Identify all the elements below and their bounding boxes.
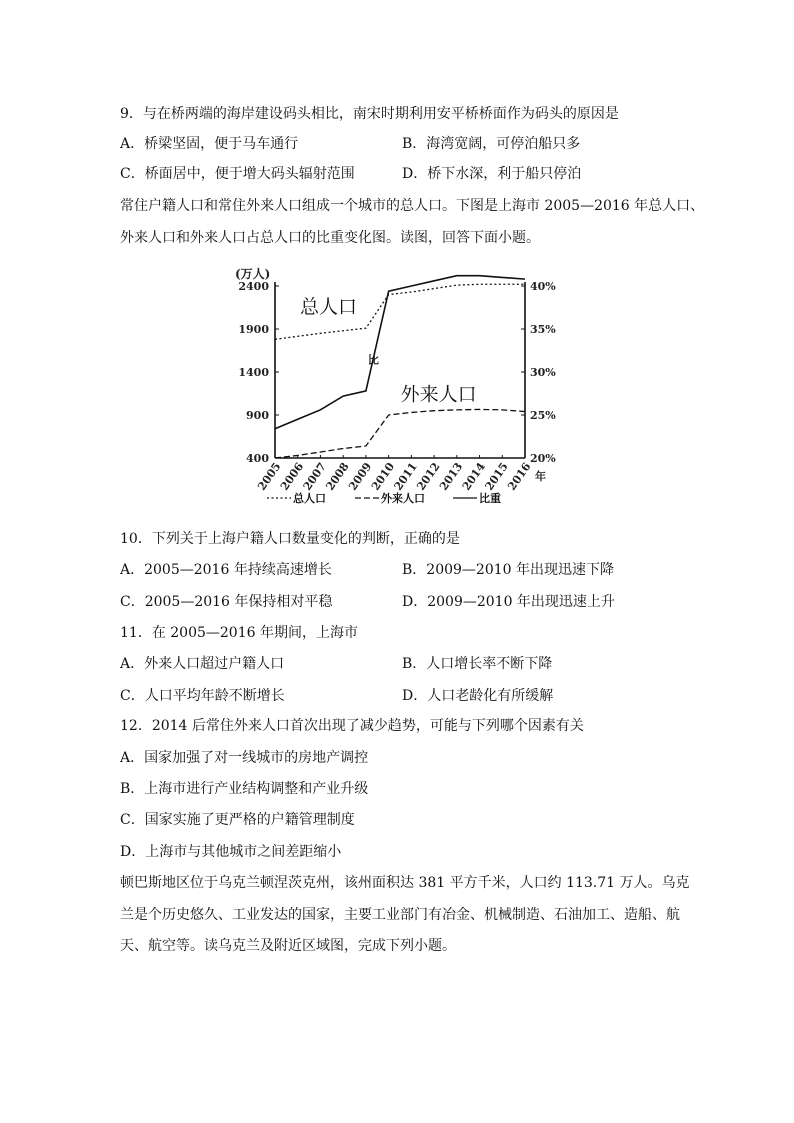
q10-stem: 10．下列关于上海户籍人口数量变化的判断，正确的是 [120, 531, 460, 547]
series-line-dashed [275, 409, 525, 458]
x-tick-label: 2016 [505, 460, 534, 493]
x-tick-label: 2005 [255, 460, 284, 493]
q12-option-d: D．上海市与其他城市之间差距缩小 [120, 844, 342, 860]
q11-option-a: A．外来人口超过户籍人口 [120, 656, 285, 672]
q10-option-c: C．2005—2016 年保持相对平稳 [120, 594, 333, 610]
q11-stem: 11．在 2005—2016 年期间，上海市 [120, 625, 358, 641]
x-tick-label: 2013 [437, 460, 466, 493]
annotation-ratio: 比 [367, 353, 379, 367]
q12-option-c: C．国家实施了更严格的户籍管理制度 [120, 812, 355, 828]
x-tick-label: 2011 [391, 460, 420, 493]
q9-option-a: A．桥梁坚固，便于马车通行 [120, 136, 299, 152]
y-tick-label: 1900 [238, 323, 269, 336]
q9-option-c: C．桥面居中，便于增大码头辐射范围 [120, 166, 355, 182]
chart-legend [267, 491, 501, 505]
intro2-line2: 兰是个历史悠久、工业发达的国家，主要工业部门有冶金、机械制造、石油加工、造船、航 [120, 907, 680, 923]
q11-option-c: C．人口平均年龄不断增长 [120, 688, 285, 704]
x-tick-label: 2014 [459, 460, 489, 493]
y2-tick-label: 25% [530, 409, 556, 422]
chart-annotations [300, 296, 477, 405]
y2-tick-label: 30% [530, 366, 556, 379]
q9-stem: 9．与在桥两端的海岸建设码头相比，南宋时期利用安平桥桥面作为码头的原因是 [120, 106, 619, 122]
legend-label: 比重 [479, 492, 501, 505]
q10-option-d: D．2009—2010 年出现迅速上升 [402, 594, 615, 610]
legend-label: 总人口 [293, 492, 326, 505]
x-tick-label: 2006 [277, 460, 307, 493]
x-tick-label: 2010 [368, 460, 398, 493]
chart-left-ticks [235, 267, 279, 465]
chart-right-ticks [521, 280, 556, 465]
q12-option-a: A．国家加强了对一线城市的房地产调控 [120, 750, 369, 766]
y-tick-label: 2400 [238, 280, 269, 293]
x-tick-label: 2007 [300, 460, 329, 493]
y-tick-label: 400 [246, 452, 269, 465]
y2-tick-label: 35% [530, 323, 556, 336]
q10-option-b: B．2009—2010 年出现迅速下降 [402, 562, 614, 578]
legend-label: 外来人口 [381, 492, 425, 505]
x-tick-label: 2015 [482, 460, 511, 493]
chart-x-ticks [255, 455, 546, 493]
q10-option-a: A．2005—2016 年持续高速增长 [120, 562, 332, 578]
x-tick-label: 2009 [346, 460, 375, 493]
q11-option-b: B．人口增长率不断下降 [402, 656, 553, 672]
q11-option-d: D．人口老龄化有所缓解 [402, 688, 554, 704]
y2-tick-label: 20% [530, 452, 556, 465]
q12-option-b: B．上海市进行产业结构调整和产业升级 [120, 781, 369, 797]
intro2-line1: 顿巴斯地区位于乌克兰顿涅茨克州，该州面积达 381 平方千米，人口约 113.71 万人。乌克 [120, 875, 690, 891]
x-unit-label: 年 [535, 470, 546, 483]
q9-option-b: B．海湾宽阔，可停泊船只多 [402, 136, 581, 152]
annotation-migrant: 外来人口 [400, 383, 477, 406]
annotation-total: 总人口 [300, 296, 358, 319]
intro2-line3: 天、航空等。读乌克兰及附近区域图，完成下列小题。 [120, 938, 456, 954]
q12-stem: 12．2014 后常住外来人口首次出现了减少趋势，可能与下列哪个因素有关 [120, 718, 584, 734]
y-axis-label: (万人) [235, 267, 271, 281]
y-tick-label: 1400 [238, 366, 269, 379]
q9-option-d: D．桥下水深，利于船只停泊 [402, 166, 582, 182]
y-tick-label: 900 [246, 409, 269, 422]
intro1-line1: 常住户籍人口和常住外来人口组成一个城市的总人口。下图是上海市 2005—2016 年总人口、 [120, 198, 705, 214]
intro1-line2: 外来人口和外来人口占总人口的比重变化图。读图，回答下面小题。 [120, 230, 540, 246]
y2-tick-label: 40% [530, 280, 556, 293]
x-tick-label: 2012 [414, 460, 443, 493]
population-chart [225, 262, 570, 517]
x-tick-label: 2008 [323, 460, 352, 493]
